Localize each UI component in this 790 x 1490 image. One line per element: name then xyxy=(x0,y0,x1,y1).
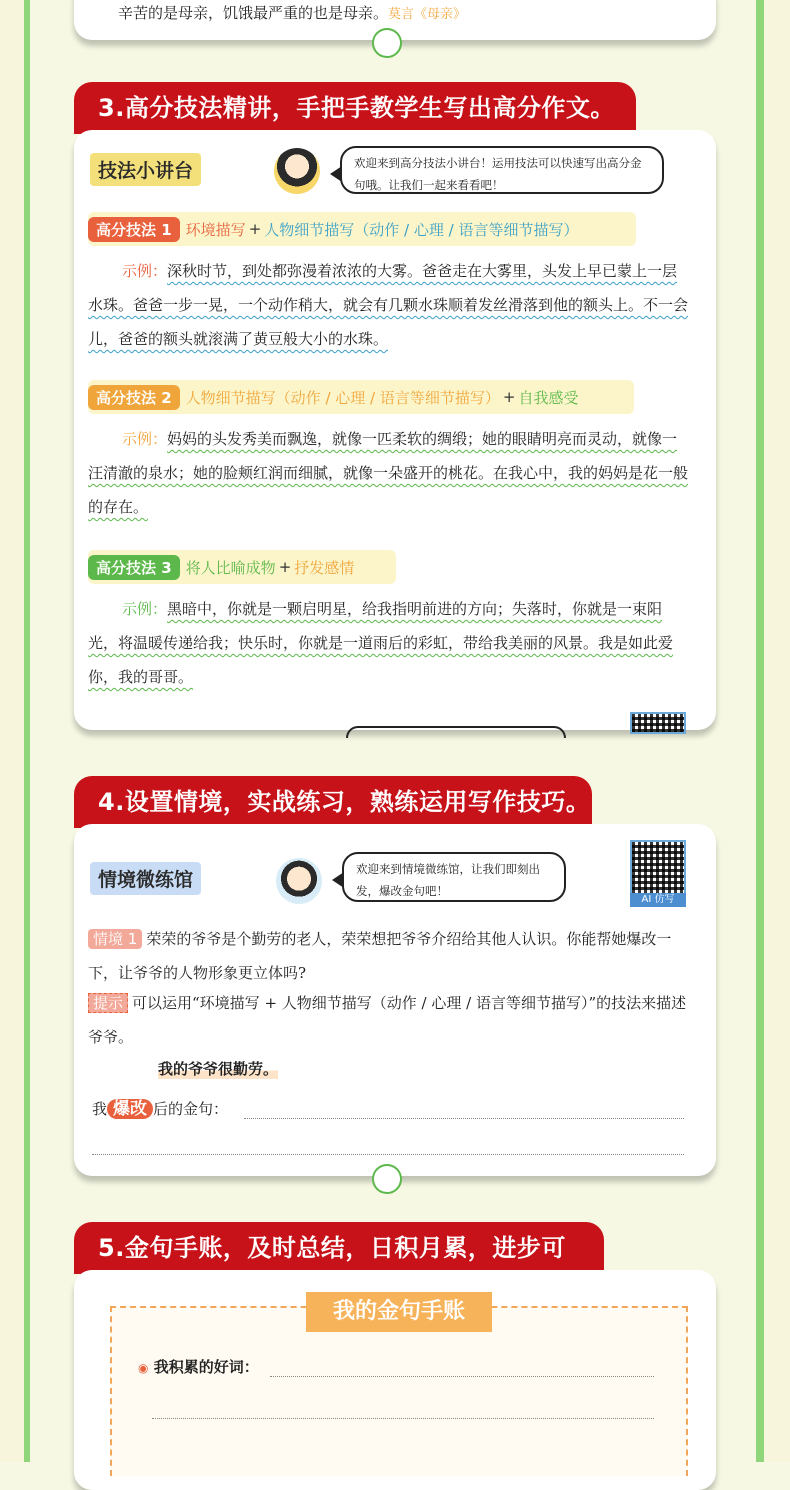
section4-tab-circle xyxy=(372,1164,402,1194)
makeover-badge: 爆改 xyxy=(107,1099,153,1119)
fragment-sentence: 辛苦的是母亲，饥饿最严重的也是母亲。 xyxy=(118,4,389,22)
notebook-item1 xyxy=(138,1356,259,1377)
page-tab-circle xyxy=(372,28,402,58)
section4-ribbon: 4.设置情境，实战练习，熟练运用写作技巧。 xyxy=(74,776,592,828)
section4-speech-bubble: 欢迎来到情境微练馆，让我们即刻出发，爆改金句吧！ xyxy=(342,852,566,902)
technique2-example xyxy=(88,422,688,524)
technique3-row xyxy=(88,550,396,584)
boy-avatar-icon xyxy=(276,858,322,904)
ai-imitation-caption: AI 仿写 xyxy=(630,893,686,907)
technique2-part-a: 人物细节描写（动作 / 心理 / 语言等细节描写） xyxy=(185,388,500,407)
example1-label: 示例： xyxy=(122,262,168,280)
answer-post: 后的金句： xyxy=(153,1100,229,1118)
good-words-line-1[interactable] xyxy=(270,1376,654,1377)
example2-label: 示例： xyxy=(122,430,168,448)
girl-avatar-icon xyxy=(274,148,320,194)
technique3-badge: 高分技法 3 xyxy=(88,555,180,580)
section3-speech-bubble: 欢迎来到高分技法小讲台！运用技法可以快速写出高分金句哦。让我们一起来看看吧！ xyxy=(340,146,664,194)
hint-badge: 提示 xyxy=(88,993,128,1013)
example2-text: 妈妈的头发秀美而飘逸，就像一匹柔软的绸缎；她的眼睛明亮而灵动，就像一汪清澈的泉水；她的脸颊红润而细腻，就像一朵盛开的桃花。在我心中，我的妈妈是花一般的存在。 xyxy=(88,430,689,516)
good-words-line-2[interactable] xyxy=(152,1418,654,1419)
example3-text: 黑暗中，你就是一颗启明星，给我指明前进的方向；失落时，你就是一束阳光，将温暖传递给我；快乐时，你就是一道雨后的彩虹，带给我美丽的风景。我是如此爱你，我的哥哥。 xyxy=(88,600,674,686)
scenario-paragraph xyxy=(88,922,688,990)
technique1-part-b: 人物细节描写（动作 / 心理 / 语言等细节描写） xyxy=(264,220,579,239)
technique3-example xyxy=(88,592,688,694)
right-border-rail xyxy=(756,0,790,1462)
example1-text: 深秋时节，到处都弥漫着浓浓的大雾。爸爸走在大雾里，头发上早已蒙上一层水珠。爸爸一步一晃，一个动作稍大，就会有几颗水珠顺着发丝滑落到他的额头上。不一会儿，爸爸的额头就滚满了黄豆般大小的水珠。 xyxy=(88,262,689,348)
technique1-part-a: 环境描写 xyxy=(185,220,246,239)
technique3-part-a: 将人比喻成物 xyxy=(185,558,276,577)
scenario-text: 荣荣的爷爷是个勤劳的老人，荣荣想把爷爷介绍给其他人认识。你能帮她爆改一下，让爷爷的人物形象更立体吗? xyxy=(88,930,672,982)
fragment-text xyxy=(118,2,466,23)
technique2-badge: 高分技法 2 xyxy=(88,385,180,410)
answer-pre: 我 xyxy=(92,1100,108,1118)
hint-text: 可以运用“环境描写 + 人物细节描写（动作 / 心理 / 语言等细节描写）”的技法来描述爷爷。 xyxy=(88,994,687,1046)
technique2-part-b: 自我感受 xyxy=(518,388,579,407)
answer-line-2[interactable] xyxy=(92,1154,684,1155)
technique1-row xyxy=(88,212,636,246)
technique2-plus: + xyxy=(502,388,516,406)
hint-paragraph xyxy=(88,986,688,1054)
scenario-tag: 情境微练馆 xyxy=(90,862,201,895)
example3-label: 示例： xyxy=(122,600,168,618)
answer-label xyxy=(92,1094,228,1119)
technique3-plus: + xyxy=(278,558,292,576)
technique2-row xyxy=(88,380,634,414)
ai-imitation-qr-code[interactable] xyxy=(630,840,686,898)
good-words-label: 我积累的好词： xyxy=(153,1358,259,1376)
left-border-rail xyxy=(0,0,30,1462)
technique1-plus: + xyxy=(248,220,262,238)
section5-ribbon: 5.金句手账，及时总结，日积月累，进步可 xyxy=(74,1222,604,1274)
section3-qr-code[interactable] xyxy=(630,712,686,734)
tech-stage-tag: 技法小讲台 xyxy=(90,153,201,186)
answer-line-1[interactable] xyxy=(244,1118,684,1119)
section3-ribbon: 3.高分技法精讲，手把手教学生写出高分作文。 xyxy=(74,82,636,134)
technique1-example xyxy=(88,254,688,356)
scenario-badge: 情境 1 xyxy=(88,929,142,949)
sample-sentence: 我的爷爷很勤劳。 xyxy=(158,1060,279,1078)
fragment-source: 莫言《母亲》 xyxy=(388,7,467,22)
technique1-badge: 高分技法 1 xyxy=(88,217,180,242)
technique3-part-b: 抒发感情 xyxy=(294,558,355,577)
section3-partial-bubble xyxy=(346,726,566,738)
notebook-title: 我的金句手账 xyxy=(306,1292,492,1332)
bullet-icon: ◉ xyxy=(138,1361,149,1375)
